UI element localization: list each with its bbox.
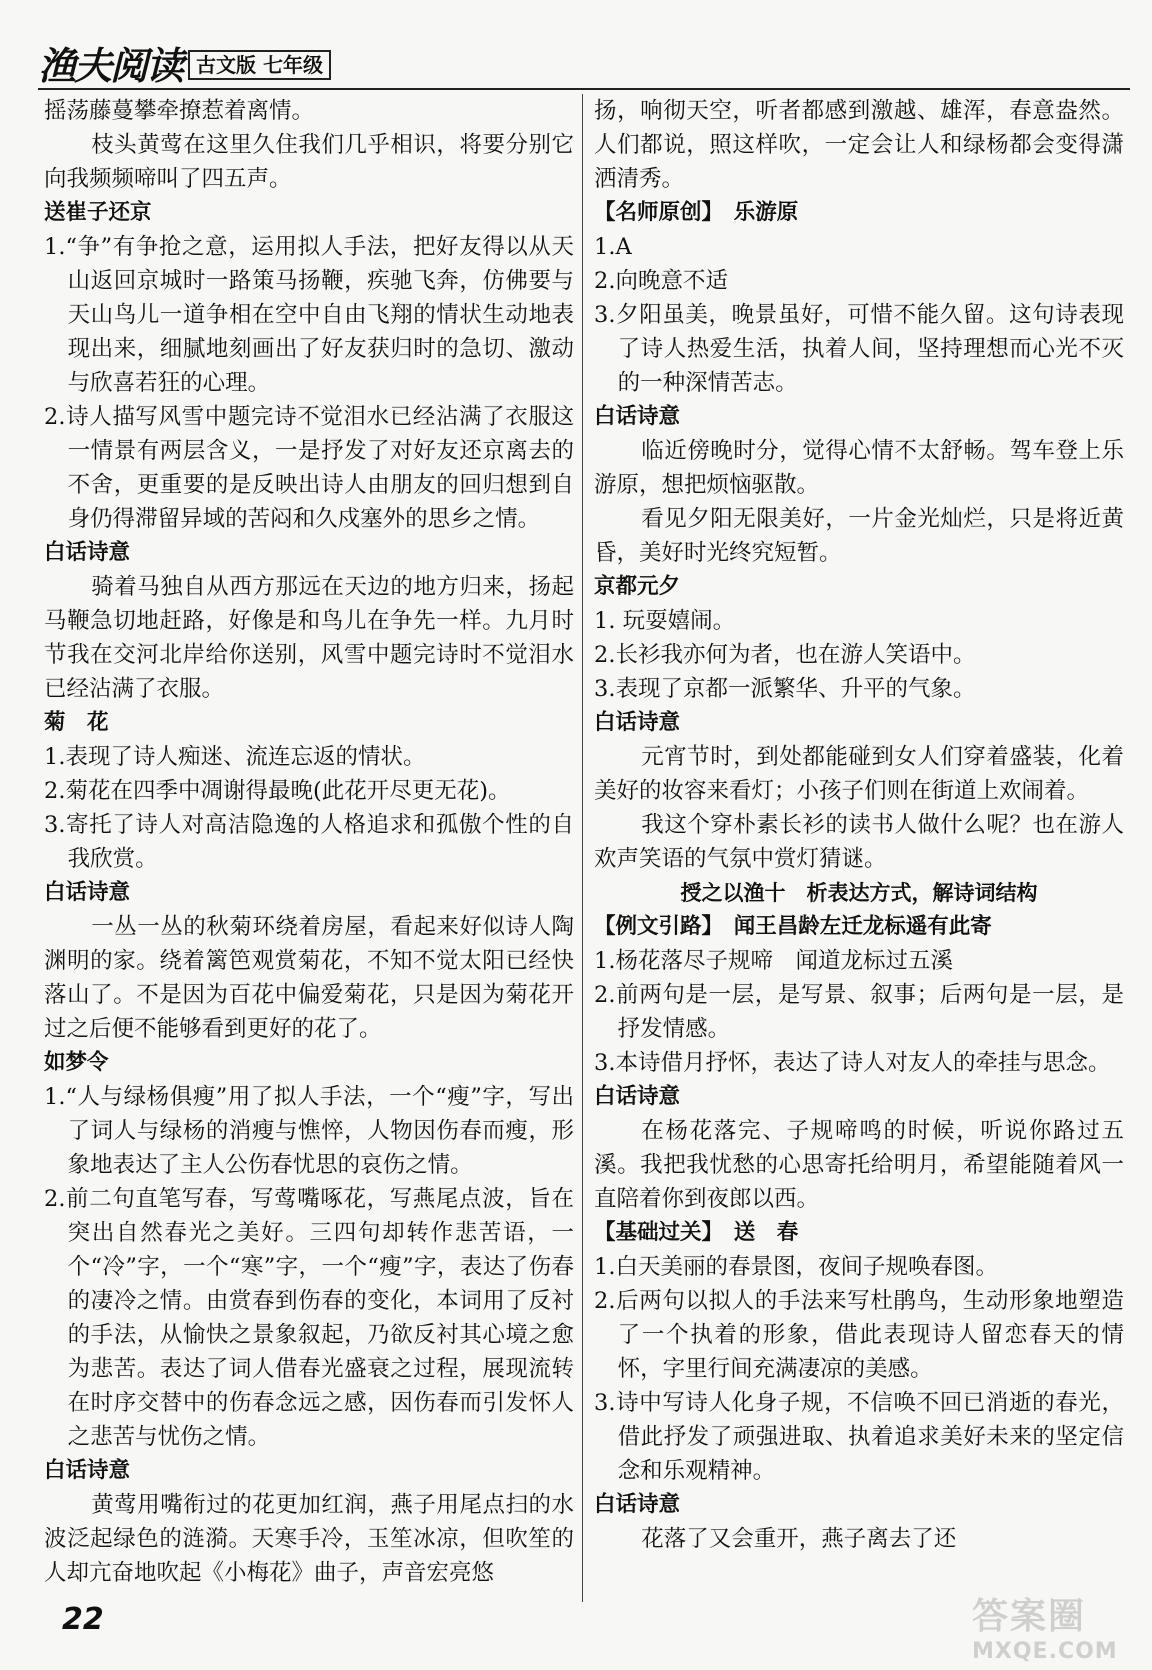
watermark bbox=[972, 1588, 1132, 1664]
answer-item: 1.杨花落尽子规啼 闻道龙标过五溪 bbox=[594, 948, 953, 974]
page-number: 22 bbox=[62, 1602, 104, 1637]
section-heading: 白话诗意 bbox=[44, 540, 131, 565]
column-divider bbox=[582, 94, 583, 1602]
section-heading: 白话诗意 bbox=[594, 1492, 681, 1517]
answer-item: 2.向晚意不适 bbox=[594, 268, 728, 294]
edition-tag: 古文版 七年级 bbox=[188, 50, 331, 80]
answer-item: 2.前二句直笔写春，写莺嘴啄花，写燕尾点波，旨在突出自然春光之美好。三四句却转作悲苦语，一个“冷”字，一个“寒”字，一个“瘦”字，表达了伤春的凄冷之情。由赏春到伤春的变化，本词用了反衬的手法，从愉快之景象叙起，乃欲反衬其心境之愈为悲苦。表达了词人借春光盛衰之过程，展现流转在时序交替中的伤春念远之感，因伤春而引发怀人之悲苦与忧伤之情。 bbox=[44, 1186, 574, 1450]
section-heading: 白话诗意 bbox=[594, 710, 681, 735]
answer-item: 2.前两句是一层，是写景、叙事；后两句是一层，是抒发情感。 bbox=[594, 982, 1124, 1042]
watermark-text: 答案圈 bbox=[972, 1596, 1087, 1637]
answer-item: 3.本诗借月抒怀，表达了诗人对友人的牵挂与思念。 bbox=[594, 1050, 1111, 1076]
paragraph: 摇荡藤蔓攀牵撩惹着离情。 bbox=[44, 98, 315, 124]
answer-item: 1.白天美丽的春景图，夜间子规唤春图。 bbox=[594, 1254, 998, 1280]
paragraph: 在杨花落完、子规啼鸣的时候，听说你路过五溪。我把我忧愁的心思寄托给明月，希望能随着风一直陪着你到夜郎以西。 bbox=[594, 1118, 1124, 1212]
answer-item: 2.菊花在四季中凋谢得最晚(此花开尽更无花)。 bbox=[44, 778, 511, 804]
paragraph: 临近傍晚时分，觉得心情不太舒畅。驾车登上乐游原，想把烦恼驱散。 bbox=[594, 438, 1124, 498]
answer-item: 3.诗中写诗人化身子规，不信唤不回已消逝的春光，借此抒发了顽强进取、执着追求美好未来的坚定信念和乐观精神。 bbox=[594, 1390, 1124, 1484]
section-heading: 菊 花 bbox=[44, 710, 109, 735]
answer-item: 2.后两句以拟人的手法来写杜鹃鸟，生动形象地塑造了一个执着的形象，借此表现诗人留恋春天的情怀，字里行间充满凄凉的美感。 bbox=[594, 1288, 1124, 1382]
chapter-heading: 授之以渔十 析表达方式，解诗词结构 bbox=[680, 881, 1038, 905]
header bbox=[38, 40, 331, 86]
logo: 渔夫阅读 bbox=[38, 44, 183, 88]
paragraph: 扬，响彻天空，听者都感到激越、雄浑，春意盎然。人们都说，照这样吹，一定会让人和绿杨都会变得潇洒清秀。 bbox=[594, 98, 1124, 192]
right-column bbox=[594, 94, 1124, 1556]
paragraph: 骑着马独自从西方那远在天边的地方归来，扬起马鞭急切地赶路，好像是和鸟儿在争先一样。九月时节我在交河北岸给你送别，风雪中题完诗时不觉泪水已经沾满了衣服。 bbox=[44, 574, 574, 702]
section-heading: 送崔子还京 bbox=[44, 200, 152, 225]
paragraph: 我这个穿朴素长衫的读书人做什么呢？也在游人欢声笑语的气氛中赏灯猜谜。 bbox=[594, 812, 1124, 872]
answer-item: 3.寄托了诗人对高洁隐逸的人格追求和孤傲个性的自我欣赏。 bbox=[44, 812, 574, 872]
answer-item: 3.夕阳虽美，晚景虽好，可惜不能久留。这句诗表现了诗人热爱生活，执着人间，坚持理想而心光不灭的一种深情苦志。 bbox=[594, 302, 1124, 396]
answer-item: 1.表现了诗人痴迷、流连忘返的情状。 bbox=[44, 744, 426, 770]
paragraph: 看见夕阳无限美好，一片金光灿烂，只是将近黄昏，美好时光终究短暂。 bbox=[594, 506, 1124, 566]
paragraph: 一丛一丛的秋菊环绕着房屋，看起来好似诗人陶渊明的家。绕着篱笆观赏菊花，不知不觉太阳已经快落山了。不是因为百花中偏爱菊花，只是因为菊花开过之后便不能够看到更好的花了。 bbox=[44, 914, 574, 1042]
section-heading: 如梦令 bbox=[44, 1050, 109, 1075]
watermark-url: MXQE.COM bbox=[972, 1639, 1118, 1664]
section-heading: 白话诗意 bbox=[44, 1458, 131, 1483]
paragraph: 枝头黄莺在这里久住我们几乎相识，将要分别它向我频频啼叫了四五声。 bbox=[44, 132, 574, 192]
answer-item: 1. 玩耍嬉闹。 bbox=[594, 608, 736, 634]
section-heading: 白话诗意 bbox=[44, 880, 131, 905]
paragraph: 元宵节时，到处都能碰到女人们穿着盛装，化着美好的妆容来看灯；小孩子们则在街道上欢闹着。 bbox=[594, 744, 1124, 804]
answer-item: 1.“人与绿杨俱瘦”用了拟人手法，一个“瘦”字，写出了词人与绿杨的消瘦与憔悴，人物因伤春而瘦，形象地表达了主人公伤春忧思的哀伤之情。 bbox=[44, 1084, 574, 1178]
left-column bbox=[44, 94, 574, 1590]
paragraph: 花落了又会重开，燕子离去了还 bbox=[641, 1526, 957, 1552]
section-heading: 【基础过关】 送 春 bbox=[594, 1220, 799, 1245]
section-heading: 白话诗意 bbox=[594, 1084, 681, 1109]
answer-item: 2.诗人描写风雪中题完诗不觉泪水已经沾满了衣服这一情景有两层含义，一是抒发了对好友还京离去的不舍，更重要的是反映出诗人由朋友的回归想到自身仍得滞留异域的苦闷和久戍塞外的思乡之情。 bbox=[44, 404, 574, 532]
answer-item: 1.A bbox=[594, 234, 632, 260]
answer-item: 3.表现了京都一派繁华、升平的气象。 bbox=[594, 676, 976, 702]
answer-item: 1.“争”有争抢之意，运用拟人手法，把好友得以从天山返回京城时一路策马扬鞭，疾驰飞奔，仿佛要与天山鸟儿一道争相在空中自由飞翔的情状生动地表现出来，细腻地刻画出了好友获归时的急切、激动与欣喜若狂的心理。 bbox=[44, 234, 574, 396]
section-heading: 【例文引路】 闻王昌龄左迁龙标遥有此寄 bbox=[594, 914, 992, 939]
header-rule bbox=[38, 88, 1130, 90]
section-heading: 京都元夕 bbox=[594, 574, 681, 599]
answer-item: 2.长衫我亦何为者，也在游人笑语中。 bbox=[594, 642, 976, 668]
section-heading: 白话诗意 bbox=[594, 404, 681, 429]
section-heading: 【名师原创】 乐游原 bbox=[594, 200, 799, 225]
paragraph: 黄莺用嘴衔过的花更加红润，燕子用尾点扫的水波泛起绿色的涟漪。天寒手冷，玉笙冰凉，但吹笙的人却亢奋地吹起《小梅花》曲子，声音宏亮悠 bbox=[44, 1492, 574, 1586]
